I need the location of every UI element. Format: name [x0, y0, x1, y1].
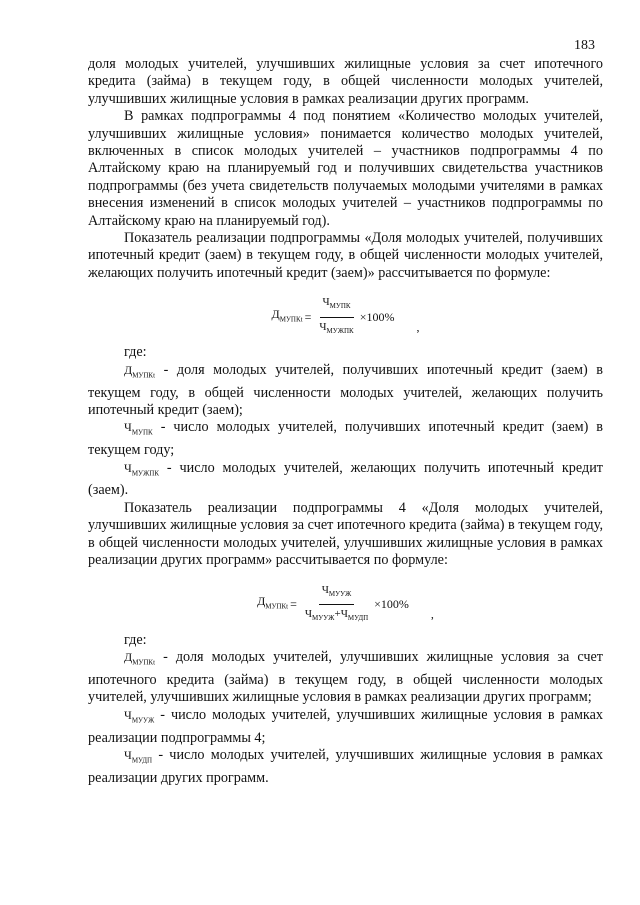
formula-1-fraction [316, 294, 356, 340]
formula-1-multiplier: ×100% [359, 309, 395, 324]
formula-1-equals: = [304, 309, 312, 324]
definition-2-item: $Д_{МУПКt}$ - доля молодых учителей, улучшивших жилищные условия за счет ипотечного кредита (займа) в текущем году, в общей численности молодых учителей, улучшивших жилищные условия в рамках реализации других программ; [88, 649, 603, 706]
formula-2-comma: , [430, 606, 434, 621]
definition-1-item: $Д_{МУПКt}$ - доля молодых учителей, получивших ипотечный кредит (заем) в текущем году, в общей численности молодых учителей, желающих получить ипотечный кредит (заем); [88, 361, 603, 419]
formula-1-lhs: $Д_{МУПКt}$ [271, 306, 303, 324]
formula-1-denominator: $Ч_{МУЖПК}$ [319, 320, 354, 336]
definition-1-item: $Ч_{МУПК}$ - число молодых учителей, получивших ипотечный кредит (заем) в текущем году; [88, 419, 603, 459]
definition-2-item: $Ч_{МУДП}$ - число молодых учителей, улучшивших жилищные условия в рамках реализации других программ. [88, 746, 603, 786]
formula-2-multiplier: ×100% [374, 596, 409, 611]
definition-2-item: $Ч_{МУУЖ}$ - число молодых учителей, улучшивших жилищные условия в рамках реализации подпрограммы 4; [88, 706, 603, 746]
formula-1-comma: , [416, 319, 420, 334]
formula-2-numerator: $Ч_{МУУЖ}$ [319, 582, 355, 606]
page-number: 183 [574, 38, 595, 53]
formula-2 [88, 582, 603, 628]
where-label-1: где: [124, 344, 147, 361]
formula-2-fraction [302, 582, 371, 628]
definition-1-item: $Ч_{МУЖПК}$ - число молодых учителей, желающих получить ипотечный кредит (заем). [88, 459, 603, 499]
formula-1 [88, 294, 603, 340]
formula-2-denominator: $Ч_{МУУЖ}+Ч_{МУДП}$ [304, 608, 369, 623]
paragraph-indicator-1: Показатель реализации подпрограммы «Доля молодых учителей, получивших ипотечный кредит (заем) в текущем году, в общей численности молодых учителей, желающих получить ипотечный кредит (заем)» рассчитывается по формуле: [88, 230, 603, 281]
formula-1-numerator: $Ч_{МУПК}$ [320, 294, 354, 318]
formula-2-equals: = [290, 596, 297, 611]
paragraph-program4-definition: В рамках подпрограммы 4 под понятием «Количество молодых учителей, улучшивших жилищные условия» понимается количество молодых учителей, включенных в список молодых учителей – участников подпрограммы 4 по Алтайскому краю на планируемый год и получивших свидетельства участников подпрограммы (без учета свидетельств получаемых молодыми учителями в рамках внесения изменений в список молодых учителей – участников подпрограммы по Алтайскому краю на планируемый год). [88, 108, 603, 229]
document-body [88, 56, 603, 787]
paragraph-intro: доля молодых учителей, улучшивших жилищные условия за счет ипотечного кредита (займа) в текущем году, в общей численности молодых учителей, улучшивших жилищные условия в рамках реализации других программ. [88, 56, 603, 107]
where-label-2: где: [124, 631, 147, 648]
formula-2-lhs: $Д_{МУПКt}$ [257, 594, 289, 611]
paragraph-indicator-2: Показатель реализации подпрограммы 4 «Доля молодых учителей, улучшивших жилищные условия за счет ипотечного кредита (займа) в текущем году, в общей численности молодых учителей, улучшивших жилищные условия в рамках реализации других программ» рассчитывается по формуле: [88, 499, 603, 569]
